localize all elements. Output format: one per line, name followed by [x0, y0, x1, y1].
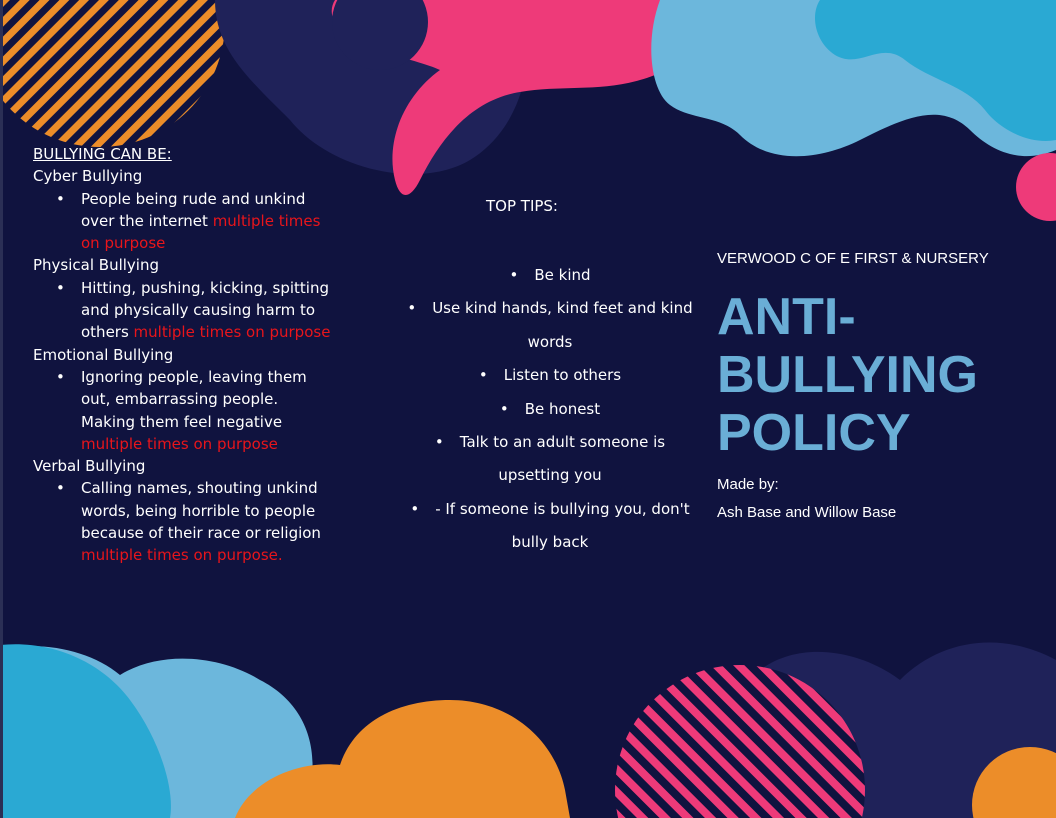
tips-list — [400, 259, 700, 560]
left-page-edge — [0, 0, 3, 818]
school-name: VERWOOD C OF E FIRST & NURSERY — [717, 250, 989, 267]
tip-item — [400, 259, 700, 292]
category-title: Verbal Bullying — [33, 457, 146, 476]
bullying-types-panel — [33, 143, 333, 567]
description-emphasis: multiple times on purpose — [81, 434, 278, 453]
bullet-icon: • — [434, 433, 444, 452]
tip-item — [400, 359, 700, 392]
category-description — [81, 477, 333, 566]
tip-text: Talk to an adult someone is upsetting you — [459, 433, 666, 485]
category-title: Cyber Bullying — [33, 167, 143, 186]
cover-panel — [717, 248, 1047, 524]
category-list — [33, 366, 333, 455]
category-list — [33, 477, 333, 566]
description-text: Calling names, shouting unkind words, being horrible to people because of their race or religion — [81, 479, 321, 543]
policy-title-line: POLICY — [717, 404, 911, 462]
bullying-category — [33, 165, 333, 254]
striped-circle-top-left — [0, 0, 225, 147]
description-text: People being rude and unkind over the internet — [81, 189, 306, 230]
top-tips-panel — [400, 195, 700, 560]
tip-text: Be honest — [524, 399, 601, 418]
made-by-label: Made by: — [717, 476, 779, 493]
description-emphasis: multiple times on purpose — [81, 211, 321, 253]
bullet-icon: • — [478, 366, 488, 385]
category-title: Emotional Bullying — [33, 345, 174, 364]
bullying-category — [33, 344, 333, 455]
category-list — [33, 188, 333, 255]
policy-title-line: BULLYING — [717, 346, 978, 404]
bullet-icon: • — [407, 299, 417, 318]
bullying-category — [33, 254, 333, 343]
category-description — [81, 188, 333, 255]
category-list — [33, 277, 333, 344]
bullet-icon: • — [410, 499, 420, 518]
bullying-heading: BULLYING CAN BE: — [33, 145, 172, 163]
authors: Ash Base and Willow Base — [717, 504, 897, 521]
bullet-icon: • — [509, 266, 519, 284]
policy-title — [717, 288, 1047, 462]
policy-title-line: ANTI- — [717, 288, 856, 346]
tip-item — [400, 393, 700, 426]
bullet-icon: • — [499, 399, 509, 418]
tip-item — [400, 292, 700, 359]
pink-circle-right — [1016, 153, 1056, 221]
top-tips-heading: TOP TIPS: — [486, 197, 558, 215]
description-emphasis: multiple times on purpose — [133, 323, 331, 342]
tip-item — [400, 493, 700, 560]
bullying-category — [33, 455, 333, 566]
tip-text: - If someone is bullying you, don't bully back — [435, 499, 690, 552]
category-description — [81, 366, 333, 455]
tip-text: Listen to others — [503, 366, 622, 385]
description-emphasis: multiple times on purpose. — [81, 546, 283, 565]
category-description — [81, 277, 333, 344]
tip-item — [400, 426, 700, 493]
tip-text: Be kind — [534, 266, 591, 284]
category-title: Physical Bullying — [33, 256, 159, 275]
description-text: Ignoring people, leaving them out, embarrassing people. Making them feel negative — [81, 367, 307, 431]
tip-text: Use kind hands, kind feet and kind words — [432, 299, 693, 351]
description-text: Hitting, pushing, kicking, spitting and physically causing harm to others — [81, 278, 330, 342]
